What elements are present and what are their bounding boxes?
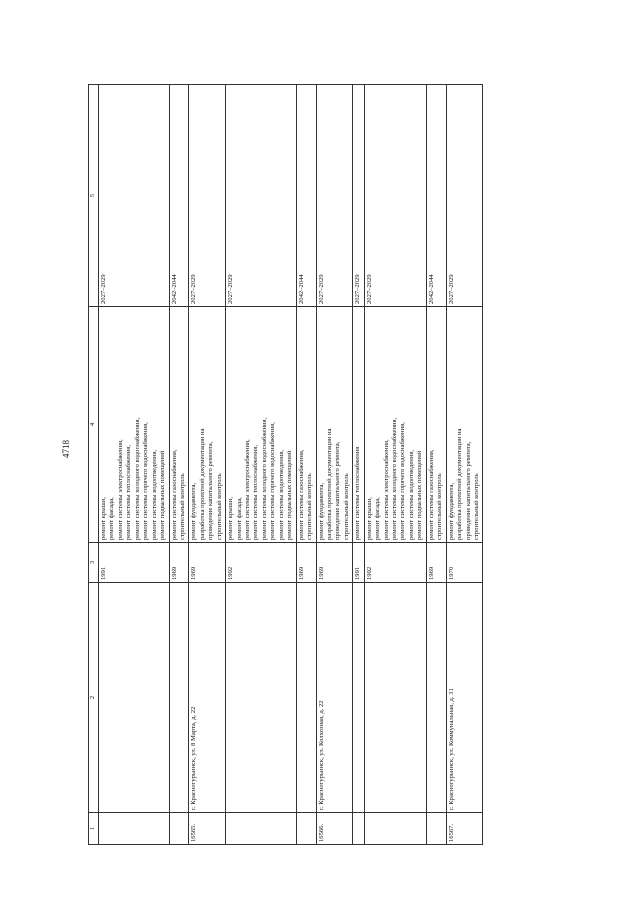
- header-cell-4: 4: [89, 307, 99, 543]
- work-item: ремонт системы горячего водоснабжения,: [269, 422, 277, 540]
- work-item: ремонт фасада,: [374, 497, 382, 540]
- address: [169, 583, 189, 813]
- work-item: ремонт подвальных помещений: [159, 450, 167, 540]
- commission-year: 1969: [189, 543, 226, 583]
- works-list: [316, 307, 353, 543]
- work-item: ремонт фундамента,: [447, 482, 455, 540]
- work-item: ремонт фасада,: [108, 497, 116, 540]
- header-cell-1: 1: [89, 813, 99, 845]
- works-list: [426, 307, 446, 543]
- works-list: [189, 307, 226, 543]
- work-item: ремонт системы водоотведения,: [150, 449, 158, 540]
- header-cell-2: 2: [89, 583, 99, 813]
- work-item: ремонт системы горячего водоснабжения,: [142, 422, 150, 540]
- address: [426, 583, 446, 813]
- repair-period: 2027–2029: [364, 85, 426, 307]
- commission-year: 1969: [169, 543, 189, 583]
- address: [353, 583, 364, 813]
- commission-year: 1970: [446, 543, 483, 583]
- table-row: [99, 85, 170, 845]
- repair-schedule-table: [88, 84, 483, 845]
- work-item: проведение капитального ремонта,: [464, 441, 472, 540]
- work-item: строительный контроль: [472, 473, 480, 540]
- row-number: 16566.: [316, 813, 353, 845]
- repair-period: 2027–2029: [446, 85, 483, 307]
- work-item: строительный контроль: [306, 473, 314, 540]
- work-item: ремонт системы холодного водоснабжения,: [260, 417, 268, 540]
- row-number: [169, 813, 189, 845]
- address: г. Красногурьинск, ул. Коммунальная, д. 31: [446, 583, 483, 813]
- commission-year: 1991: [353, 543, 364, 583]
- work-item: ремонт системы электроснабжения,: [382, 439, 390, 540]
- table-row: [353, 85, 364, 845]
- header-cell-5: 5: [89, 85, 99, 307]
- table-row: [316, 85, 353, 845]
- address: [99, 583, 170, 813]
- address: [364, 583, 426, 813]
- work-item: ремонт системы электроснабжения,: [116, 439, 124, 540]
- repair-period: 2027–2029: [189, 85, 226, 307]
- row-number: [364, 813, 426, 845]
- work-item: ремонт крыши,: [365, 497, 373, 540]
- work-item: ремонт системы теплоснабжения,: [252, 445, 260, 540]
- works-list: [364, 307, 426, 543]
- work-item: ремонт системы холодного водоснабжения,: [133, 417, 141, 540]
- commission-year: 1991: [99, 543, 170, 583]
- repair-period: 2042–2044: [426, 85, 446, 307]
- works-list: [446, 307, 483, 543]
- commission-year: 1969: [296, 543, 316, 583]
- row-number: [226, 813, 297, 845]
- commission-year: 1969: [426, 543, 446, 583]
- work-item: ремонт фундамента,: [190, 482, 198, 540]
- commission-year: 1969: [316, 543, 353, 583]
- commission-year: 1992: [226, 543, 297, 583]
- table-row: [364, 85, 426, 845]
- address: г. Красногурьинск, ул. 8 Марта, д. 22: [189, 583, 226, 813]
- works-list: [296, 307, 316, 543]
- commission-year: 1992: [364, 543, 426, 583]
- work-item: проведение капитального ремонта,: [207, 441, 215, 540]
- table-row: [226, 85, 297, 845]
- work-item: строительный контроль: [178, 473, 186, 540]
- work-item: ремонт системы теплоснабжения,: [125, 445, 133, 540]
- work-item: ремонт системы водоотведения,: [407, 449, 415, 540]
- page-number: 4718: [61, 440, 71, 458]
- row-number: [353, 813, 364, 845]
- row-number: [426, 813, 446, 845]
- work-item: ремонт системы горячего водоснабжения,: [399, 422, 407, 540]
- table-row: [296, 85, 316, 845]
- work-item: ремонт системы теплоснабжения: [354, 446, 362, 540]
- repair-period: 2027–2029: [353, 85, 364, 307]
- row-number: 16567.: [446, 813, 483, 845]
- work-item: разработка проектной документации на: [325, 428, 333, 540]
- work-item: ремонт крыши,: [227, 497, 235, 540]
- table-row: [189, 85, 226, 845]
- repair-period: 2042–2044: [296, 85, 316, 307]
- work-item: ремонт фасада,: [235, 497, 243, 540]
- work-item: ремонт подвальных помещений: [286, 450, 294, 540]
- row-number: [296, 813, 316, 845]
- work-item: ремонт системы холодного водоснабжения,: [391, 417, 398, 540]
- work-item: строительный контроль: [436, 473, 444, 540]
- work-item: проведение капитального ремонта,: [334, 441, 342, 540]
- works-list: [353, 307, 364, 543]
- work-item: строительный контроль: [215, 473, 223, 540]
- repair-period: 2027–2029: [316, 85, 353, 307]
- repair-period: 2027–2029: [226, 85, 297, 307]
- repair-period: 2042–2044: [169, 85, 189, 307]
- work-item: разработка проектной документации на: [456, 428, 464, 540]
- header-row: [89, 85, 99, 845]
- header-cell-3: 3: [89, 543, 99, 583]
- work-item: ремонт системы газоснабжения,: [297, 449, 305, 540]
- rotated-table-area: [88, 85, 578, 845]
- table-row: [446, 85, 483, 845]
- works-list: [99, 307, 170, 543]
- row-number: 16565.: [189, 813, 226, 845]
- work-item: ремонт крыши,: [100, 497, 107, 540]
- table-row: [169, 85, 189, 845]
- address: [296, 583, 316, 813]
- work-item: ремонт подвальных помещений: [416, 450, 424, 540]
- table-body: [99, 85, 483, 845]
- row-number: [99, 813, 170, 845]
- work-item: ремонт фундамента,: [317, 482, 325, 540]
- work-item: разработка проектной документации на: [198, 428, 206, 540]
- repair-period: 2027–2029: [99, 85, 170, 307]
- address: [226, 583, 297, 813]
- work-item: ремонт системы электроснабжения,: [244, 439, 251, 540]
- address: г. Красногурьинск, ул. Колхозная, д. 22: [316, 583, 353, 813]
- works-list: [169, 307, 189, 543]
- work-item: строительный контроль: [342, 473, 350, 540]
- works-list: [226, 307, 297, 543]
- work-item: ремонт системы газоснабжения,: [170, 449, 178, 540]
- table-row: [426, 85, 446, 845]
- work-item: ремонт системы газоснабжения,: [427, 449, 435, 540]
- work-item: ремонт системы водоотведения,: [277, 449, 285, 540]
